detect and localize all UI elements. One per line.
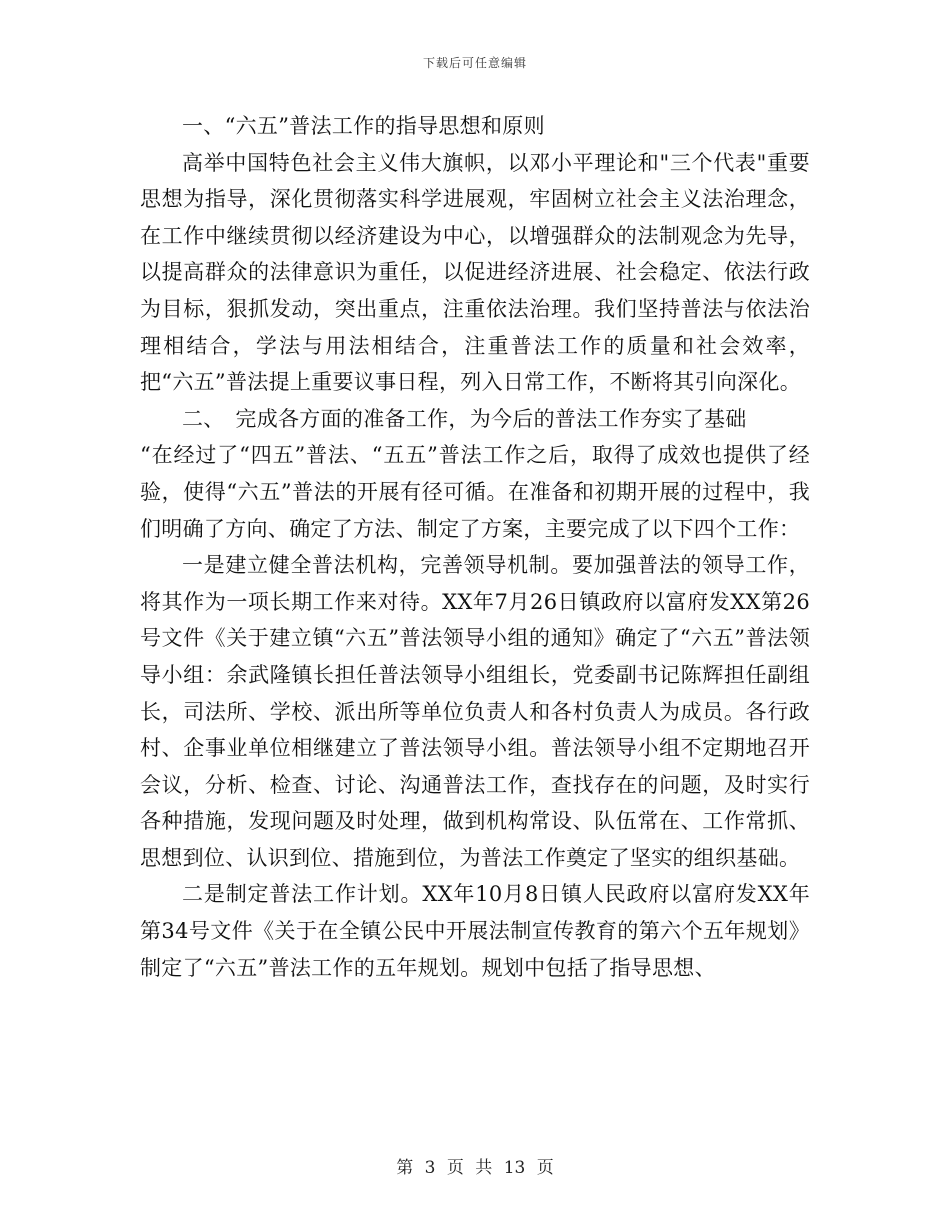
paragraph-leadership-mechanism: 一是建立健全普法机构，完善领导机制。要加强普法的领导工作，将其作为一项长期工作来对待。XX年7月26日镇政府以富府发XX第26号文件《关于建立镇“六五”普法领导小组的通知》确定了“六五”普法领导小组：余武隆镇长担任普法领导小组组长，党委副书记陈辉担任副组长，司法所、学校、派出所等单位负责人和各村负责人为成员。各行政村、企事业单位相继建立了普法领导小组。普法领导小组不定期地召开会议，分析、检查、讨论、沟通普法工作，查找存在的问题，及时实行各种措施，发现问题及时处理，做到机构常设、队伍常在、工作常抓、思想到位、认识到位、措施到位，为普法工作奠定了坚实的组织基础。: [140, 553, 810, 870]
document-body: [140, 108, 810, 986]
section-heading-2: 二、 完成各方面的准备工作，为今后的普法工作夯实了基础: [182, 406, 747, 431]
page-number-footer: 第 3 页 共 13 页: [396, 1158, 554, 1178]
paragraph-preparation: “在经过了“四五”普法、“五五”普法工作之后，取得了成效也提供了经验，使得“六五”普法的开展有径可循。在准备和初期开展的过程中，我们明确了方向、确定了方法、制定了方案，主要完成了以下四个工作：: [140, 443, 810, 541]
paragraph-guiding-principles: 高举中国特色社会主义伟大旗帜，以邓小平理论和"三个代表"重要思想为指导，深化贯彻落实科学进展观，牢固树立社会主义法治理念，在工作中继续贯彻以经济建设为中心，以增强群众的法制观念为先导，以提高群众的法律意识为重任，以促进经济进展、社会稳定、依法行政为目标，狠抓发动，突出重点，注重依法治理。我们坚持普法与依法治理相结合，学法与用法相结合，注重普法工作的质量和社会效率，把“六五”普法提上重要议事日程，列入日常工作，不断将其引向深化。: [140, 150, 810, 395]
header-note: 下载后可任意编辑: [422, 56, 527, 70]
paragraph-work-plan: 二是制定普法工作计划。XX年10月8日镇人民政府以富府发XX年第34号文件《关于在全镇公民中开展法制宣传教育的第六个五年规划》制定了“六五”普法工作的五年规划。规划中包括了指导思想、: [140, 882, 810, 980]
section-heading-1: 一、“六五”普法工作的指导思想和原则: [182, 114, 545, 138]
